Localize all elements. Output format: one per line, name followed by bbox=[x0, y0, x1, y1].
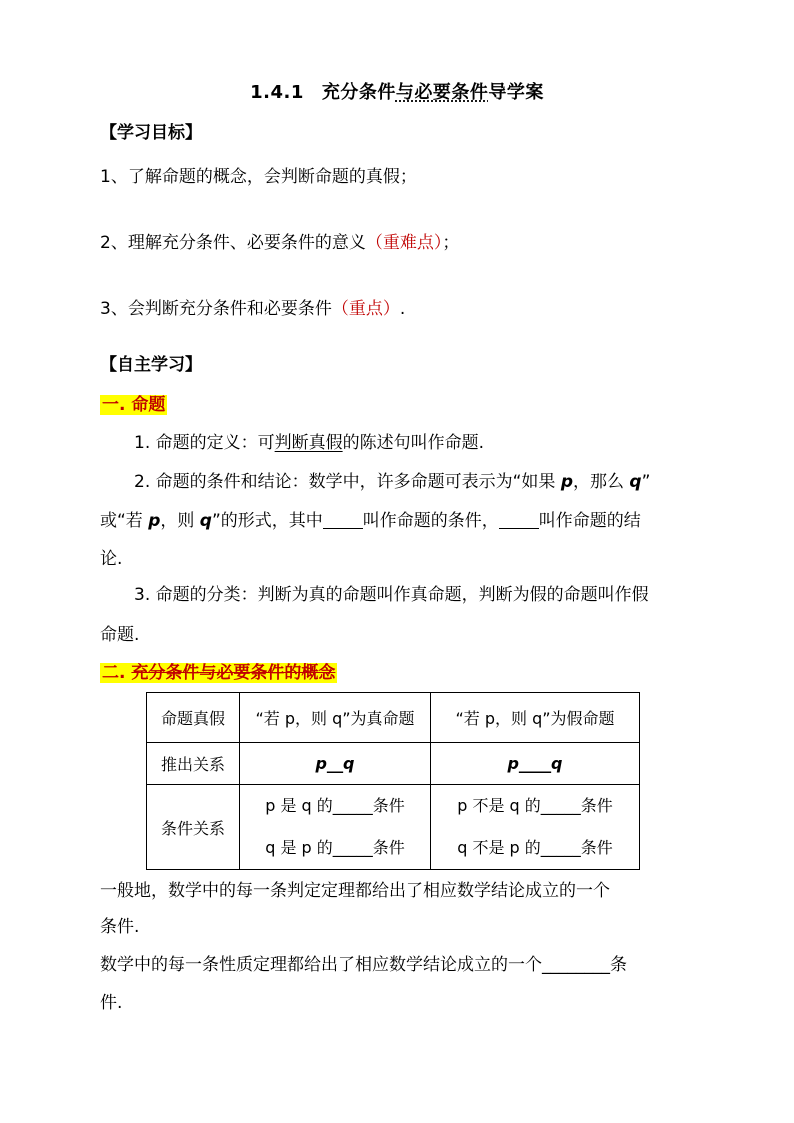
goal-item-1-text: 1、了解命题的概念，会判断命题的真假； bbox=[100, 167, 417, 187]
table-cell bbox=[240, 785, 431, 870]
goal-item-2-text: 2、理解充分条件、必要条件的意义 bbox=[100, 233, 366, 253]
goal-item-3-tag: （重点） bbox=[331, 299, 400, 319]
table-cell bbox=[431, 785, 640, 870]
condition-table bbox=[146, 692, 640, 870]
cell-line[interactable]: q 不是 p 的_____条件 bbox=[457, 838, 613, 857]
cond-l1-q: q bbox=[629, 472, 642, 492]
section1-label bbox=[100, 390, 167, 415]
title-text-a: 充分条件 bbox=[321, 82, 396, 103]
cond-l2-b: ，则 bbox=[160, 511, 200, 531]
cell-line[interactable]: q 是 p 的_____条件 bbox=[265, 838, 405, 857]
section2-label-a: 二. bbox=[102, 663, 132, 683]
title-text-c: 导学案 bbox=[488, 82, 544, 103]
self-study-heading: 【自主学习】 bbox=[100, 355, 202, 375]
cell-line[interactable]: p 是 q 的_____条件 bbox=[265, 796, 405, 815]
goal-item-2 bbox=[100, 228, 459, 253]
item-definition-a: 1. 命题的定义：可 bbox=[134, 433, 275, 453]
table-cell[interactable]: p__q bbox=[240, 743, 431, 785]
table-cell: “若 p，则 q”为假命题 bbox=[431, 693, 640, 743]
page-title bbox=[0, 78, 794, 104]
cond-l1-p: p bbox=[560, 472, 574, 492]
cond-l1-c: ” bbox=[641, 472, 651, 492]
title-number: 1.4.1 bbox=[250, 82, 304, 103]
item-classification-line1: 3. 命题的分类：判断为真的命题叫作真命题，判断为假的命题叫作假 bbox=[134, 585, 649, 605]
cond-l2-q: q bbox=[199, 511, 212, 531]
goal-item-2-end: ； bbox=[442, 233, 460, 253]
cell-line[interactable]: p 不是 q 的_____条件 bbox=[457, 796, 613, 815]
section2-label bbox=[100, 658, 337, 683]
goals-heading: 【学习目标】 bbox=[100, 123, 202, 143]
table-cell: 条件关系 bbox=[147, 785, 240, 870]
tail-line-1: 一般地，数学中的每一条判定定理都给出了相应数学结论成立的一个 bbox=[100, 881, 610, 901]
goal-item-3-end: . bbox=[399, 299, 406, 319]
cond-l2-e: 叫作命题的结 bbox=[538, 511, 641, 531]
item-condition-line3: 论. bbox=[100, 549, 123, 569]
section2-label-b: 充分条件与必要条件的概念 bbox=[131, 663, 336, 683]
cond-l1-a: 2. 命题的条件和结论：数学中，许多命题可表示为“如果 bbox=[134, 472, 561, 492]
item-condition-line2 bbox=[100, 506, 641, 531]
table-cell: 推出关系 bbox=[147, 743, 240, 785]
cond-l2-p: p bbox=[148, 511, 161, 531]
goal-item-1 bbox=[100, 162, 417, 187]
cond-l2-d: 叫作命题的条件， bbox=[362, 511, 499, 531]
tail-line-3: 数学中的每一条性质定理都给出了相应数学结论成立的一个________条 bbox=[100, 955, 627, 975]
section1-label-text: 一. 命题 bbox=[102, 395, 166, 415]
cond-l1-b: ，那么 bbox=[573, 472, 630, 492]
table-cell: 命题真假 bbox=[147, 693, 240, 743]
item-definition-c: 的陈述句叫作命题. bbox=[342, 433, 485, 453]
blank-condition[interactable] bbox=[323, 511, 363, 529]
cond-l2-c: ”的形式，其中 bbox=[211, 511, 323, 531]
item-definition bbox=[134, 428, 484, 453]
table-row bbox=[147, 743, 640, 785]
goal-item-2-tag: （重难点） bbox=[365, 233, 443, 253]
item-definition-b: 判断真假 bbox=[274, 433, 343, 453]
item-classification-line2: 命题. bbox=[100, 625, 140, 645]
tail-line-2: 条件. bbox=[100, 917, 140, 937]
table-cell: “若 p，则 q”为真命题 bbox=[240, 693, 431, 743]
table-cell[interactable]: p____q bbox=[431, 743, 640, 785]
tail-line-4: 件. bbox=[100, 993, 123, 1013]
table-row bbox=[147, 785, 640, 870]
item-condition-line1 bbox=[134, 467, 650, 492]
table-row bbox=[147, 693, 640, 743]
goal-item-3 bbox=[100, 294, 405, 319]
goal-item-3-text: 3、会判断充分条件和必要条件 bbox=[100, 299, 332, 319]
blank-conclusion[interactable] bbox=[499, 511, 539, 529]
title-text-b: 与必要条件 bbox=[395, 82, 489, 103]
section2-label-box bbox=[100, 663, 337, 683]
cond-l2-a: 或“若 bbox=[100, 511, 149, 531]
